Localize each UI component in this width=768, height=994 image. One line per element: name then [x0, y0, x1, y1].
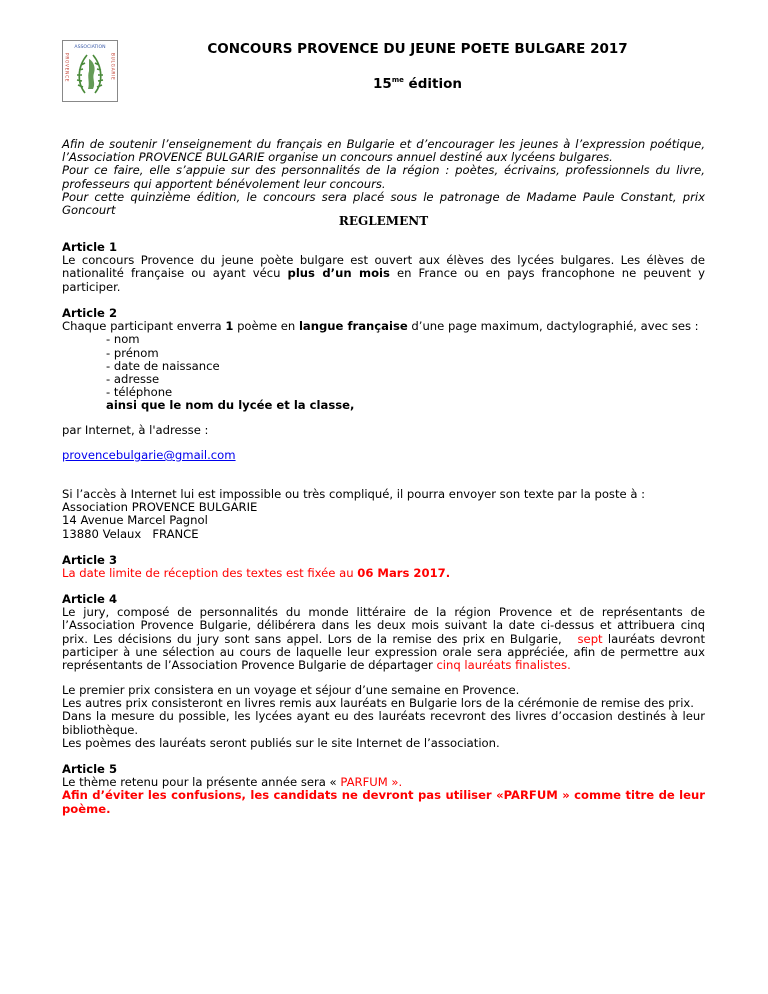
logo-graphic	[63, 41, 117, 101]
article-3-title: Article 3	[62, 553, 118, 567]
article-1	[62, 241, 705, 294]
article-5-warning: Afin d’éviter les confusions, les candidats ne devront pas utiliser «PARFUM » comme titre de leur poème.	[62, 788, 705, 816]
address-line-2: 14 Avenue Marcel Pagnol	[62, 513, 208, 528]
internet-line: par Internet, à l'adresse :	[62, 423, 209, 437]
edition-suffix: me	[391, 76, 404, 84]
article-2	[62, 307, 705, 413]
article-3-text-a: La date limite de réception des textes est fixée au	[62, 566, 358, 581]
article-2-bold-count: 1	[225, 319, 234, 334]
article-1-text-a: Le concours Provence du jeune poète bulgare est ouvert aux élèves des lycées bulgares. Les élèves de nationalité française ou ayant vécu	[62, 253, 705, 281]
article-1-text	[62, 254, 705, 294]
logo-left-text: PROVENCE	[64, 53, 70, 83]
address-line-3: 13880 Velaux FRANCE	[62, 526, 199, 541]
prizes-section	[62, 684, 705, 750]
postal-instructions: Si l’accès à Internet lui est impossible ou très compliqué, il pourra envoyer son texte par la poste à :	[62, 487, 646, 501]
intro-paragraph-1: Afin de soutenir l’enseignement du français en Bulgarie et d’encourager les jeunes à l’expression poétique, l’Association PROVENCE BULGARIE organise un concours annuel destiné aux lycéens bulgares.	[62, 137, 705, 165]
article-2-text-a: Chaque participant enverra	[62, 319, 226, 334]
article-2-text	[62, 320, 705, 333]
email-link[interactable]: provencebulgarie@gmail.com	[62, 448, 236, 462]
list-item: - date de naissance	[106, 358, 220, 373]
article-2-text-b: poème en	[233, 319, 299, 334]
list-item: - adresse	[106, 372, 160, 387]
logo-right-text: BULGARIE	[110, 53, 116, 81]
intro-paragraph-2: Pour ce faire, elle s’appuie sur des personnalités de la région : poètes, écrivains, professionnels du livre, professeurs qui apportent bénévolement leur concours.	[62, 163, 705, 191]
article-5-title: Article 5	[62, 762, 118, 776]
edition-number: 15	[373, 76, 392, 92]
association-logo	[62, 40, 118, 102]
article-4-text	[62, 605, 709, 673]
article-3	[62, 554, 705, 580]
article-2-title: Article 2	[62, 306, 118, 320]
list-item: - prénom	[106, 345, 159, 360]
edition-word: édition	[403, 76, 462, 92]
article-4-red-finalists: cinq lauréats finalistes.	[436, 658, 571, 673]
article-3-text	[62, 567, 705, 580]
prize-paragraph-4: Les poèmes des lauréats seront publiés sur le site Internet de l’association.	[62, 735, 500, 750]
deadline-date: 06 Mars 2017.	[357, 566, 451, 581]
reglement-heading: REGLEMENT	[338, 214, 429, 228]
address-line-1: Association PROVENCE BULGARIE	[62, 500, 258, 515]
article-4-title: Article 4	[62, 592, 118, 606]
article-4-text-a: Le jury, composé de personnalités du monde littéraire de la région Provence et de représentants de l’Association Provence Bulgarie, délibérera dans les deux mois suivant la date ci-dessus et attribuera cinq prix. Les décisions du jury sont sans appel. Lors de la remise des prix en Bulgarie,	[62, 605, 709, 646]
list-item: - téléphone	[106, 385, 173, 400]
list-item: - nom	[106, 332, 140, 347]
article-1-text-b: en France ou en pays francophone ne peuvent y participer.	[62, 266, 705, 294]
list-closing-line: ainsi que le nom du lycée et la classe,	[106, 398, 355, 413]
prize-paragraph-3: Dans la mesure du possible, les lycées ayant eu des lauréats recevront des livres d’occasion destinés à leur bibliothèque.	[62, 709, 705, 737]
article-5-text-a: Le thème retenu pour la présente année sera «	[62, 775, 341, 790]
article-4	[62, 592, 709, 673]
article-1-bold: plus d’un mois	[287, 266, 390, 281]
article-5	[62, 763, 705, 816]
intro-paragraph-3: Pour cette quinzième édition, le concours sera placé sous le patronage de Madame Paule Constant, prix Goncourt	[62, 189, 705, 218]
edition-subtitle	[130, 74, 705, 91]
article-2-bold-language: langue française	[298, 319, 408, 334]
prize-paragraph-2: Les autres prix consisteront en livres remis aux lauréats en Bulgarie lors de la cérémonie de remise des prix.	[62, 696, 694, 711]
logo-top-text: ASSOCIATION	[74, 45, 106, 50]
article-4-text-b: lauréats devront participer à une sélection au cours de laquelle leur expression orale sera appréciée, afin de permettre aux représentants de l’Association Provence Bulgarie de départager	[62, 631, 705, 673]
article-4-red-sept: sept	[577, 631, 603, 646]
required-fields-list	[62, 333, 705, 412]
intro-section	[62, 138, 705, 217]
article-1-title: Article 1	[62, 240, 118, 254]
postal-section	[62, 488, 705, 541]
prize-paragraph-1: Le premier prix consistera en un voyage et séjour d’une semaine en Provence.	[62, 683, 520, 697]
page-title: CONCOURS PROVENCE DU JEUNE POETE BULGARE 2017	[207, 41, 628, 57]
theme-word: PARFUM ».	[340, 775, 403, 790]
article-2-text-c: d’une page maximum, dactylographié, avec ses :	[407, 319, 699, 334]
email-row	[62, 449, 705, 462]
